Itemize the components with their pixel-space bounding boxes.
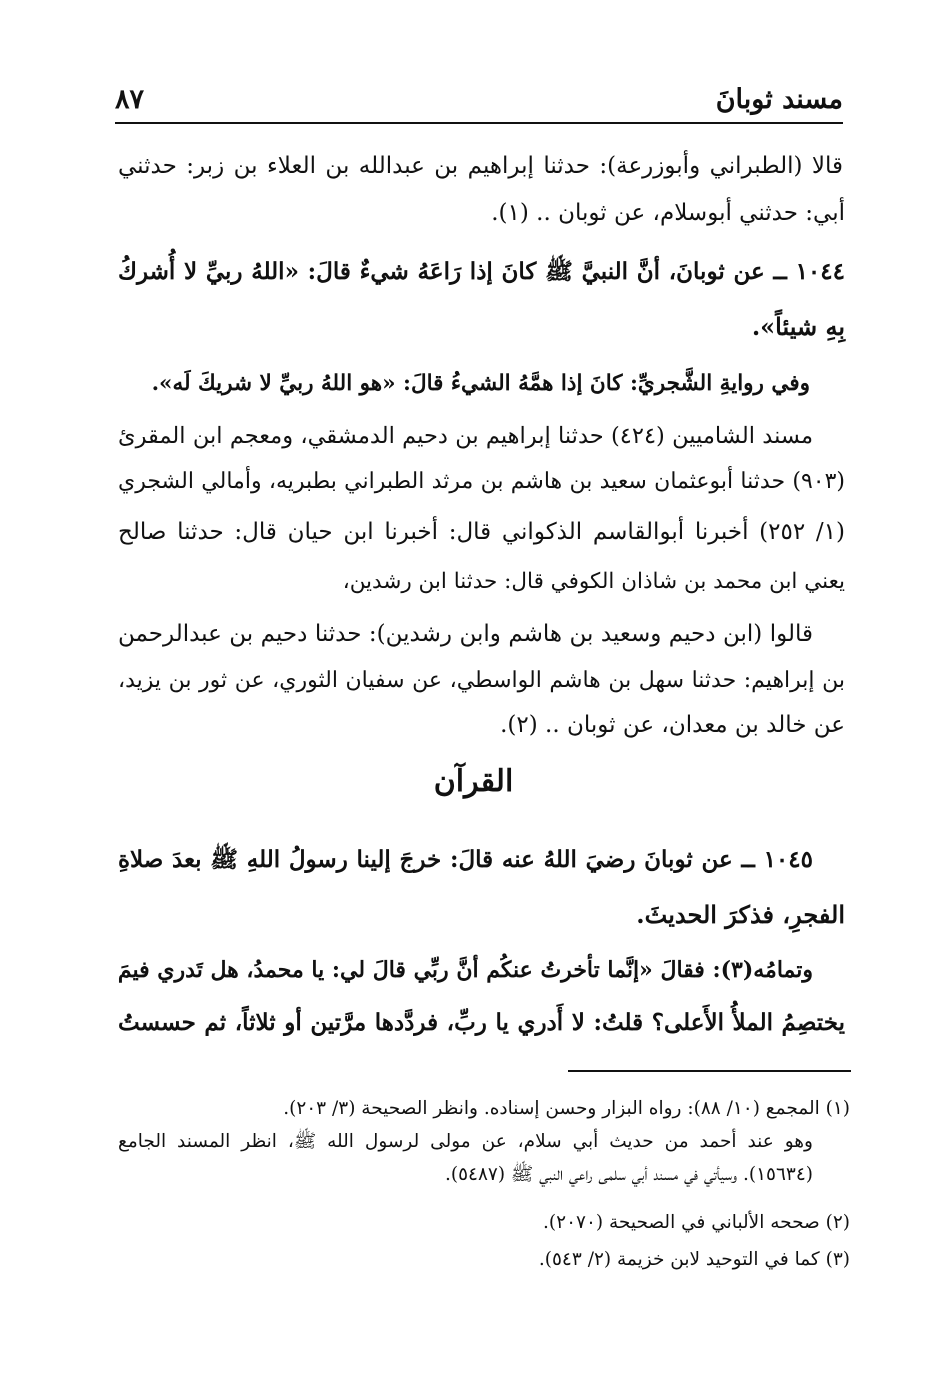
text-line: (١/ ٢٥٢) أخبرنا أبوالقاسم الذكواني قال: أخبرنا ابن حيان قال: حدثنا صالح xyxy=(118,519,846,545)
hadith-line: وفي روايةِ الشَّجريِّ: كانَ إذا همَّهُ الشيءُ قالَ: «هو اللهُ ربيِّ لا شريكَ لَه». xyxy=(151,371,810,396)
hadith-line: الفجرِ، فذكرَ الحديثَ. xyxy=(636,900,845,929)
section-heading: القرآن xyxy=(433,764,514,799)
text-line: عن خالد بن معدان، عن ثوبان .. (٢). xyxy=(500,712,845,738)
text-line: (٩٠٣) حدثنا أبوعثمان سعيد بن هاشم بن مرثد الطبراني بطبريه، وأمالي الشجري xyxy=(118,469,845,494)
footnote-line: (٣) كما في التوحيد لابن خزيمة (٢/ ٥٤٣). xyxy=(538,1249,850,1270)
text-line: قالا (الطبراني وأبوزرعة): حدثنا إبراهيم بن عبدالله بن العلاء بن زبر: حدثني xyxy=(118,153,843,179)
hadith-line: ١٠٤٤ ــ عن ثوبانَ، أنَّ النبيَّ ﷺ كانَ إذا رَاعَهُ شيءٌ قالَ: «اللهُ ربيِّ لا أُشركُ xyxy=(118,258,845,285)
hadith-line: يختصِمُ الملأُ الأَعلى؟ قلتُ: لا أَدري يا ربِّ، فردَّدها مرَّتين أو ثلاثاً، ثم حسستُ xyxy=(118,1009,845,1036)
page-header xyxy=(115,80,843,124)
text-line: يعني ابن محمد بن شاذان الكوفي قال: حدثنا ابن رشدين، xyxy=(342,569,845,594)
footnote-line: (١) المجمع (١٠/ ٨٨): رواه البزار وحسن إسناده. وانظر الصحيحة (٣/ ٢٠٣). xyxy=(283,1098,850,1119)
footnote-line: (٢) صححه الألباني في الصحيحة (٢٠٧٠). xyxy=(543,1212,850,1233)
hadith-line: وتمامُه(٣): فقالَ «إنَّما تأخرتُ عنكُم أنَّ ربِّي قالَ لي: يا محمدُ، هل تَدري فيمَ xyxy=(117,957,813,983)
hadith-line: بِهِ شيئاً». xyxy=(751,312,845,341)
running-title: مسند ثوبانَ xyxy=(715,84,843,115)
footnote-separator xyxy=(568,1070,851,1072)
hadith-line: ١٠٤٥ ــ عن ثوبانَ رضيَ اللهُ عنه قالَ: خرجَ إلينا رسولُ اللهِ ﷺ بعدَ صلاةِ xyxy=(118,846,813,873)
text-line: أبي: حدثني أبوسلام، عن ثوبان .. (١). xyxy=(491,200,845,226)
footnote-line: (١٥٦٣٤). وسيأتي في مسند أبي سلمى راعي النبي ﷺ (٥٤٨٧). xyxy=(444,1164,813,1185)
text-line: بن إبراهيم: حدثنا سهل بن هاشم الواسطي، عن سفيان الثوري، عن ثور بن يزيد، xyxy=(118,668,845,693)
page-number: ٨٧ xyxy=(115,84,145,115)
text-line: قالوا (ابن دحيم وسعيد بن هاشم وابن رشدين): حدثنا دحيم بن عبدالرحمن xyxy=(118,621,813,647)
footnote-line: وهو عند أحمد من حديث أبي سلام، عن مولى لرسول الله ﷺ، انظر المسند الجامع xyxy=(118,1131,813,1152)
text-line: مسند الشاميين (٤٢٤) حدثنا إبراهيم بن دحيم الدمشقي، ومعجم ابن المقرئ xyxy=(118,423,813,449)
